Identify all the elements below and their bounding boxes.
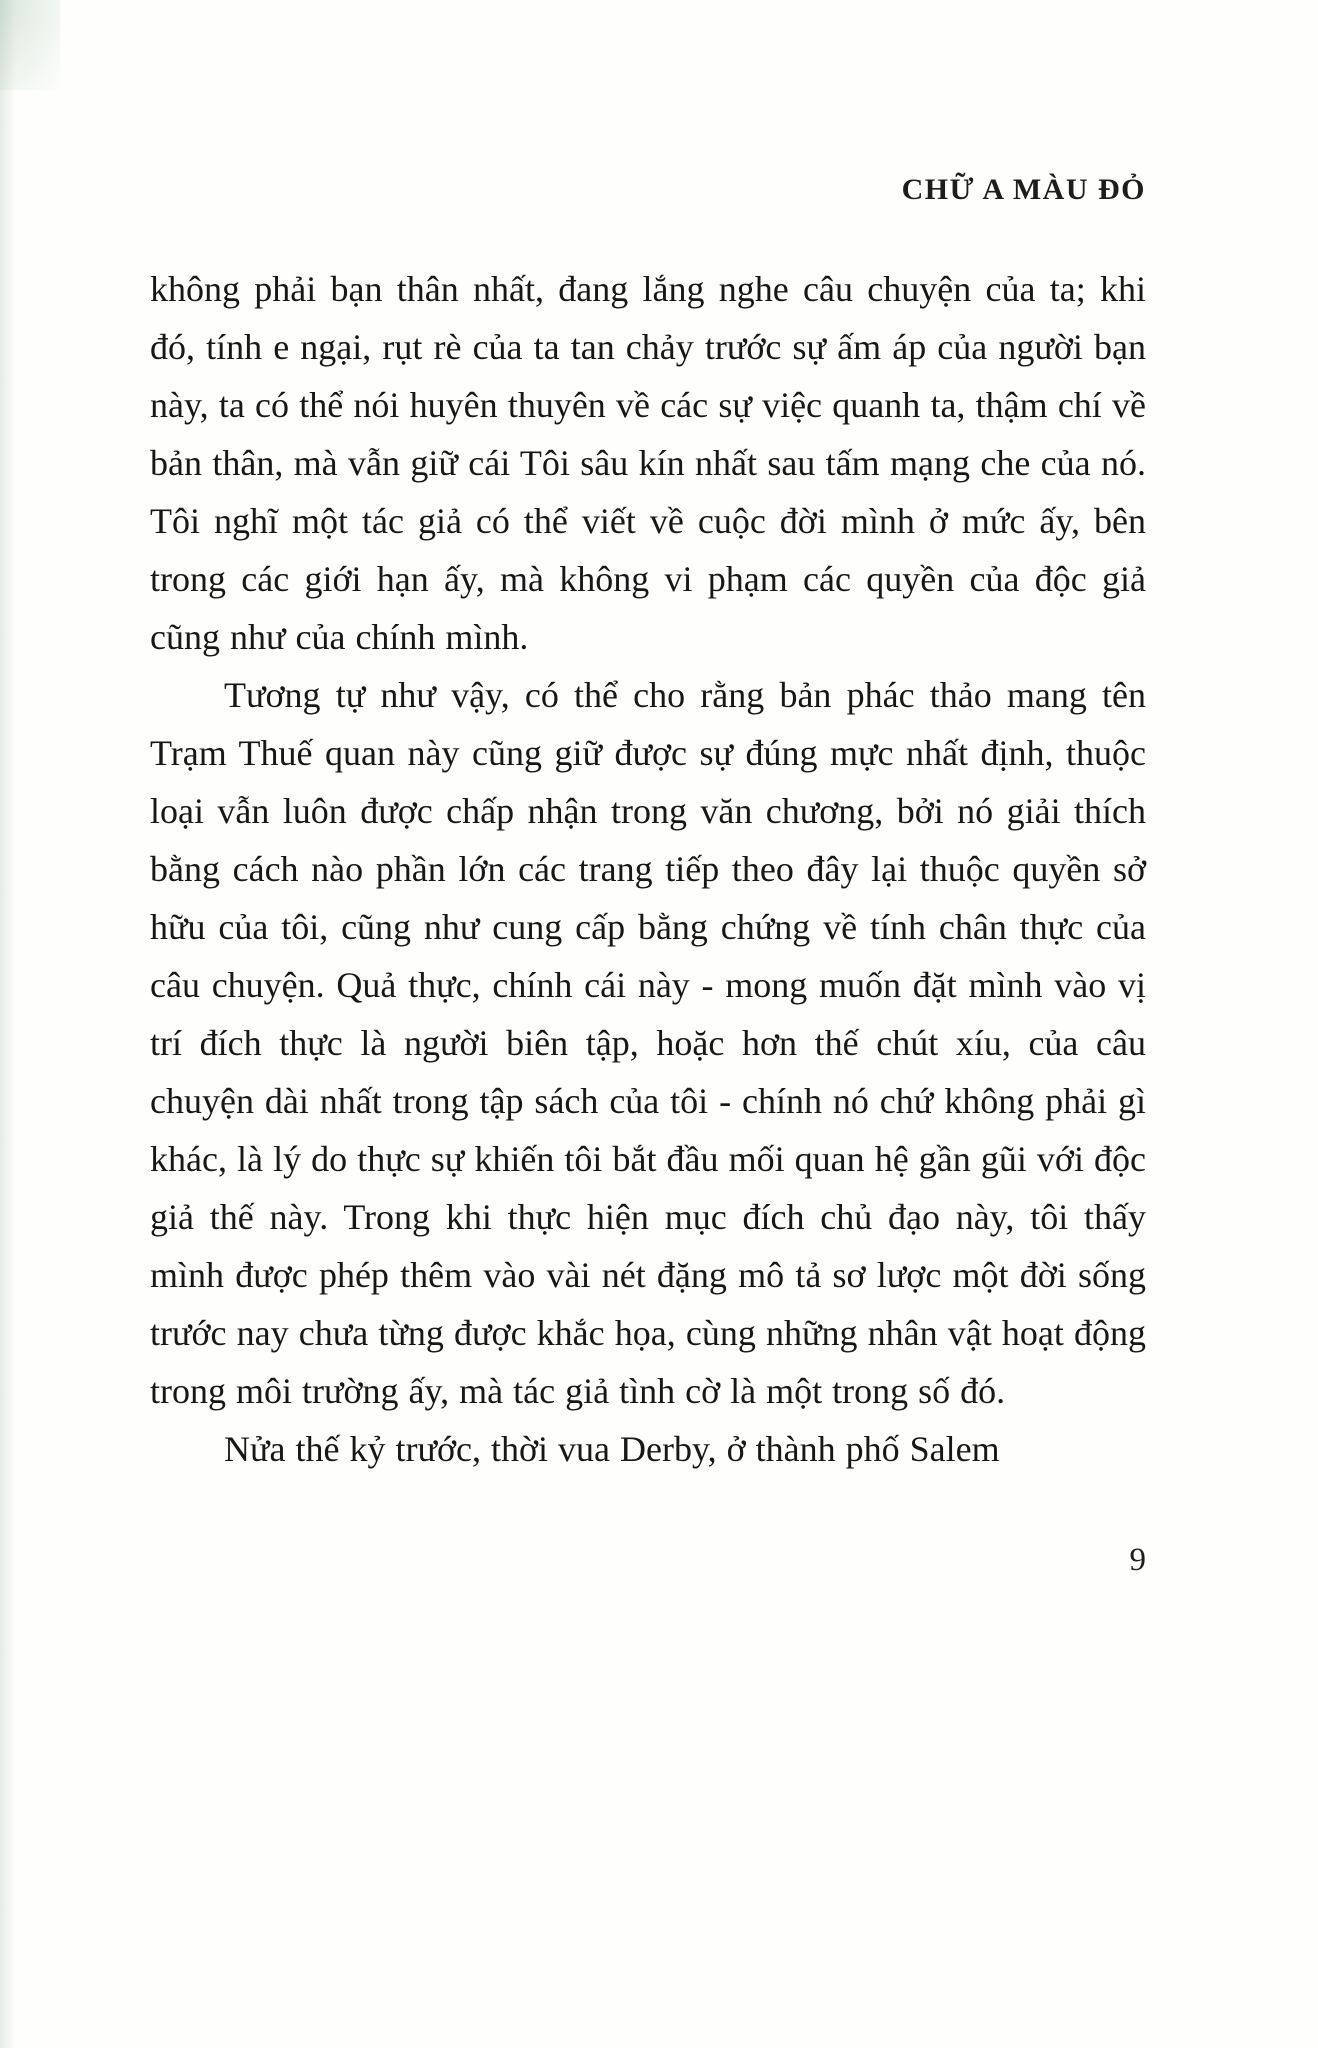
body-text xyxy=(150,260,1146,1478)
running-header: CHỮ A MÀU ĐỎ xyxy=(901,173,1146,206)
scan-corner-tint xyxy=(0,0,60,90)
paragraph: Tương tự như vậy, có thể cho rằng bản phác thảo mang tên Trạm Thuế quan này cũng giữ được sự đúng mực nhất định, thuộc loại vẫn luôn được chấp nhận trong văn chương, bởi nó giải thích bằng cách nào phần lớn các trang tiếp theo đây lại thuộc quyền sở hữu của tôi, cũng như cung cấp bằng chứng về tính chân thực của câu chuyện. Quả thực, chính cái này - mong muốn đặt mình vào vị trí đích thực là người biên tập, hoặc hơn thế chút xíu, của câu chuyện dài nhất trong tập sách của tôi - chính nó chứ không phải gì khác, là lý do thực sự khiến tôi bắt đầu mối quan hệ gần gũi với độc giả thế này. Trong khi thực hiện mục đích chủ đạo này, tôi thấy mình được phép thêm vào vài nét đặng mô tả sơ lược một đời sống trước nay chưa từng được khắc họa, cùng những nhân vật hoạt động trong môi trường ấy, mà tác giả tình cờ là một trong số đó. xyxy=(150,675,1146,1411)
scan-edge-shadow xyxy=(0,0,16,2048)
paragraph: không phải bạn thân nhất, đang lắng nghe câu chuyện của ta; khi đó, tính e ngại, rụt rè của ta tan chảy trước sự ấm áp của người bạn này, ta có thể nói huyên thuyên về các sự việc quanh ta, thậm chí về bản thân, mà vẫn giữ cái Tôi sâu kín nhất sau tấm mạng che của nó. Tôi nghĩ một tác giả có thể viết về cuộc đời mình ở mức ấy, bên trong các giới hạn ấy, mà không vi phạm các quyền của độc giả cũng như của chính mình. xyxy=(150,269,1146,657)
page-number: 9 xyxy=(1129,1542,1146,1578)
paragraph: Nửa thế kỷ trước, thời vua Derby, ở thành phố Salem xyxy=(224,1429,1000,1469)
